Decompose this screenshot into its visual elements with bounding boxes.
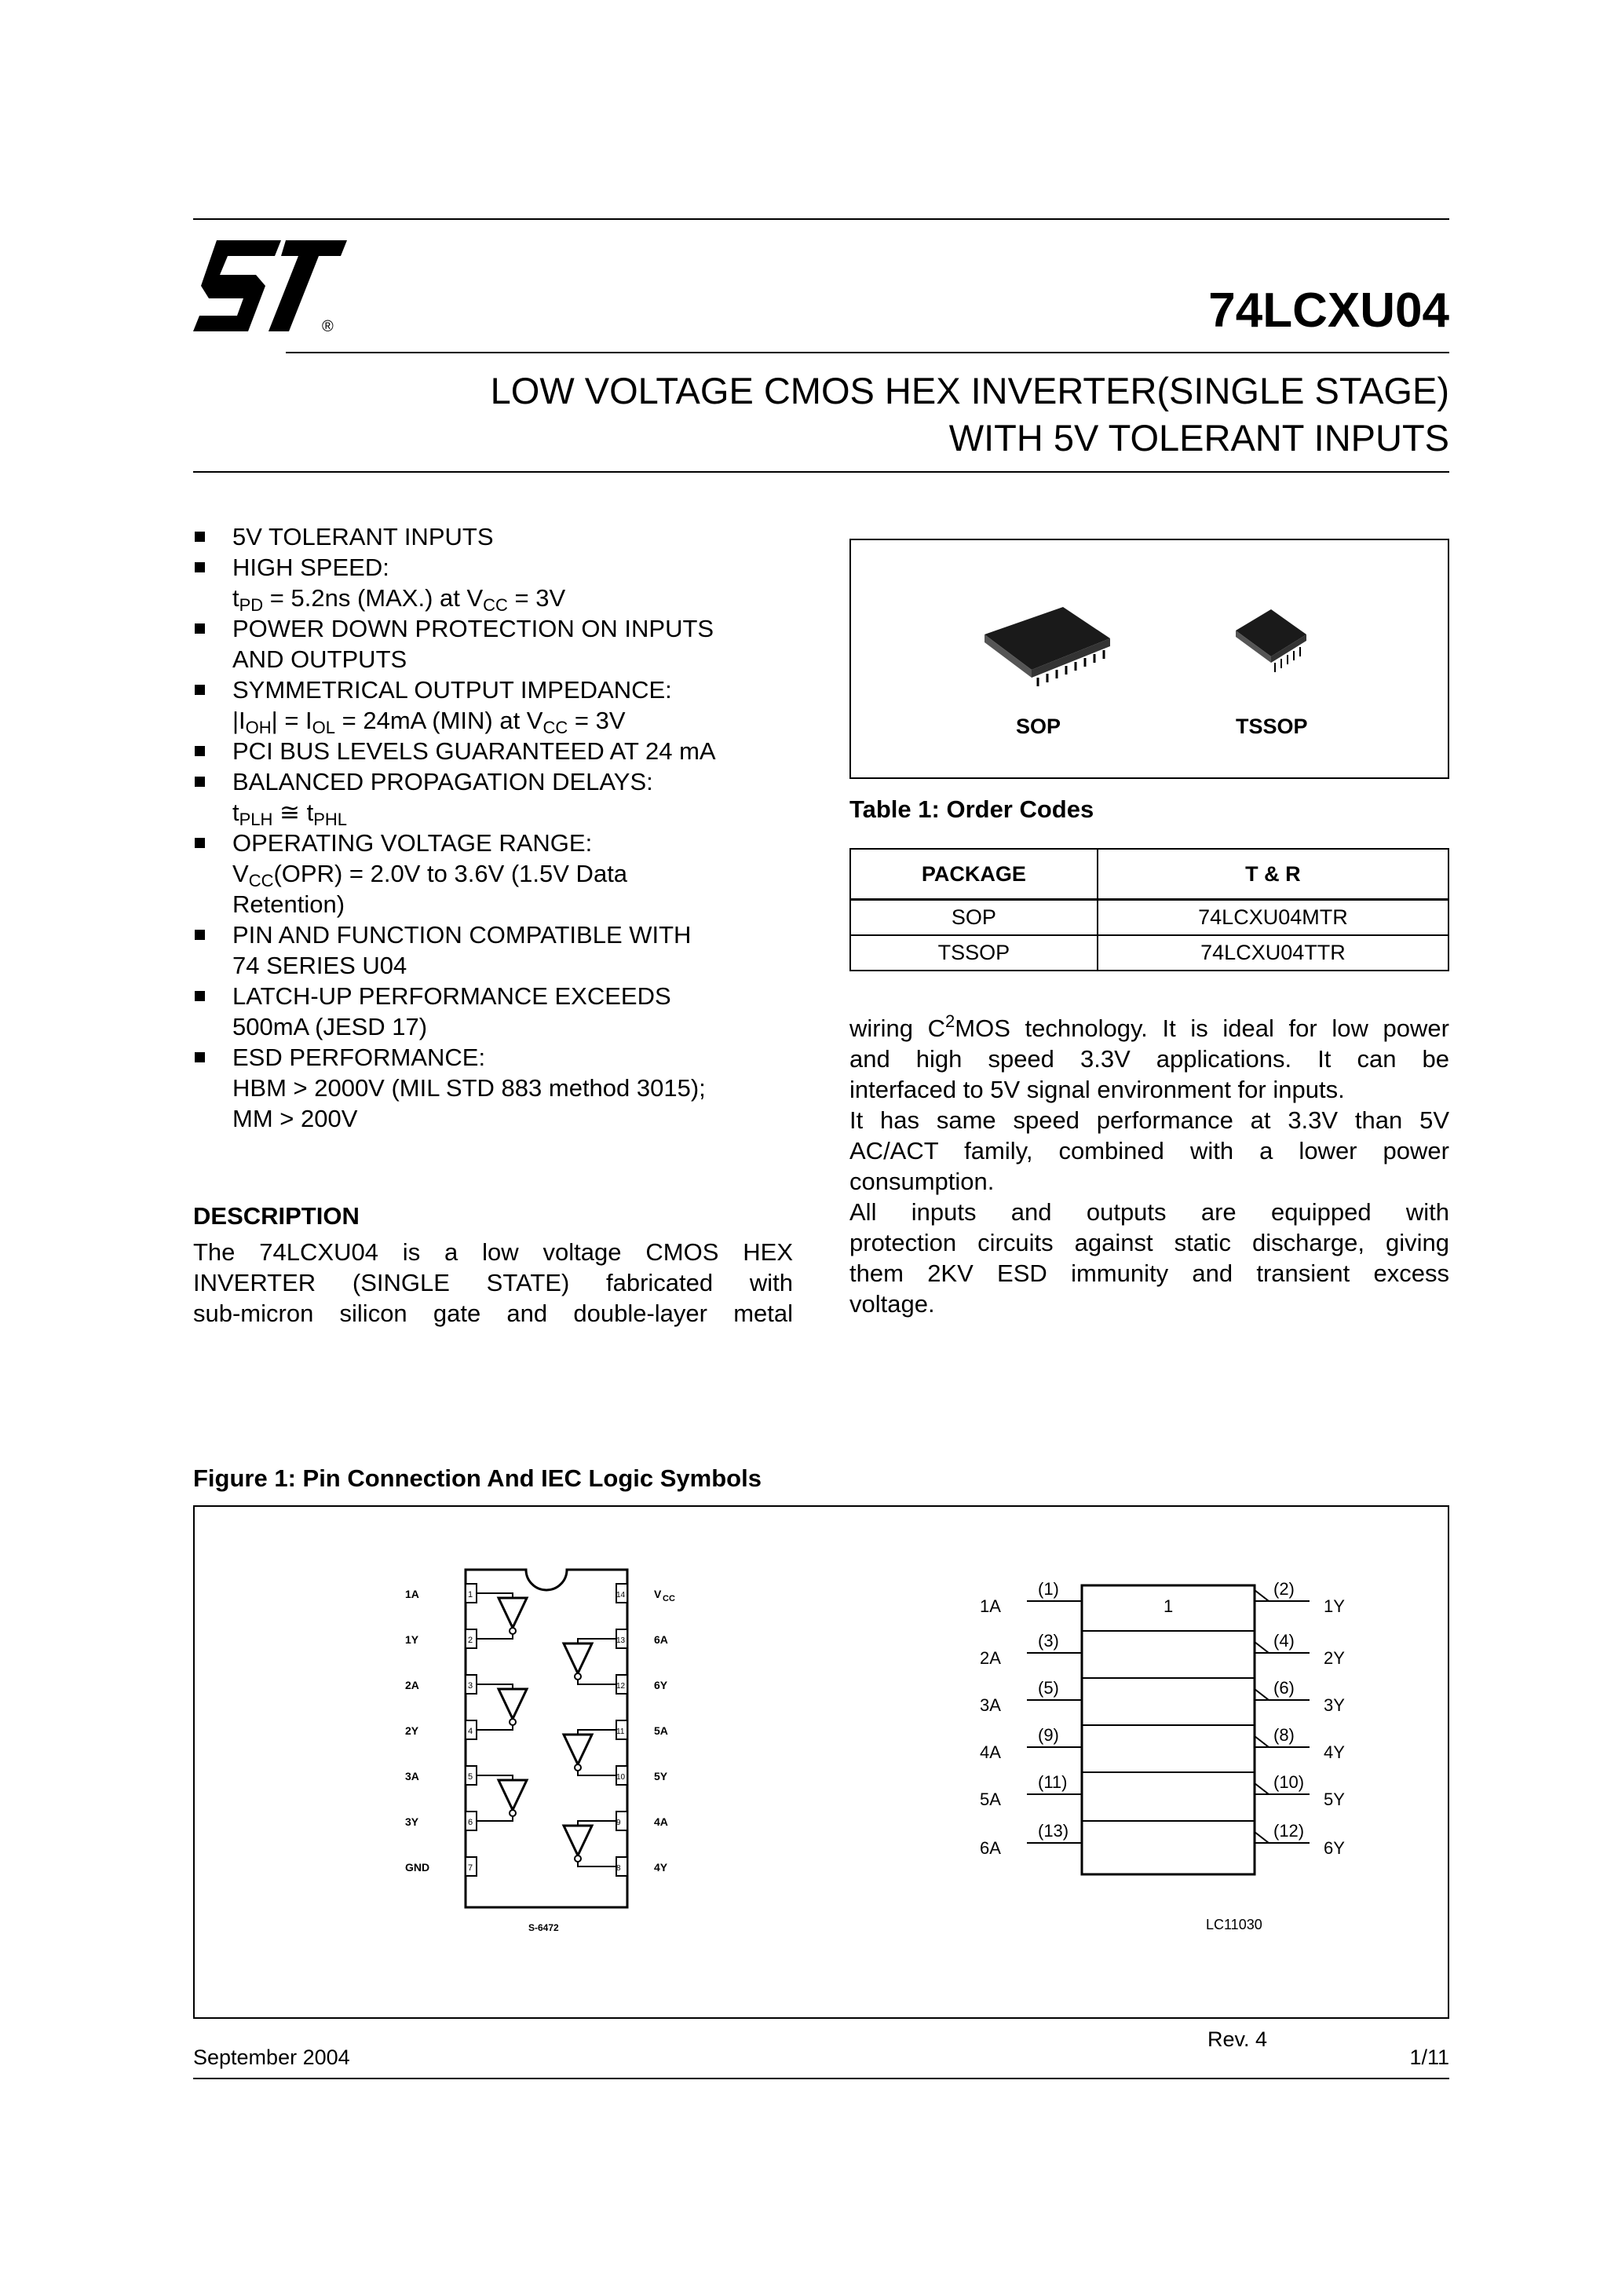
description-line: It has same speed performance at 3.3V than 5V <box>849 1106 1449 1134</box>
dip-pin-number: 2 <box>468 1636 473 1645</box>
iec-rows <box>980 1579 1345 1858</box>
feature-item <box>193 766 806 828</box>
column-header: T & R <box>1098 849 1448 900</box>
package-box <box>849 539 1449 779</box>
header-bottom-rule <box>193 471 1449 473</box>
iec-input-label: 4A <box>980 1742 1001 1762</box>
footer-page: 1/11 <box>1409 2046 1449 2069</box>
iec-negation-icon <box>1255 1783 1269 1794</box>
dip-pin-number: 10 <box>616 1773 626 1782</box>
dip-pin-number: 9 <box>616 1819 621 1827</box>
iec-output-label: 1Y <box>1324 1596 1345 1616</box>
dip-left-label: 2A <box>405 1679 419 1691</box>
feature-detail: $V_{CC}(OPR) = 2.0V$ to 3.6V (1.5V Data <box>232 860 628 890</box>
table-cell: 74LCXU04TTR <box>1098 935 1448 971</box>
description-line: consumption. <box>849 1168 995 1195</box>
dip-left-label: GND <box>405 1861 430 1874</box>
title-line-1: LOW VOLTAGE CMOS HEX INVERTER(SINGLE STAGE) <box>490 370 1449 411</box>
feature-text: ESD PERFORMANCE: <box>232 1044 486 1071</box>
dip-left-label: 3A <box>405 1770 419 1782</box>
description-line: All inputs and outputs are equipped with <box>849 1198 1449 1226</box>
iec-negation-icon <box>1255 1642 1269 1653</box>
iec-input-label: 2A <box>980 1648 1001 1668</box>
description-left <box>193 1237 793 1329</box>
feature-text: 500mA (JESD 17) <box>232 1013 428 1040</box>
column-header: PACKAGE <box>850 849 1098 900</box>
inverter-bubble <box>510 1810 516 1816</box>
iec-negation-icon <box>1255 1590 1269 1601</box>
dip-left-label: 2Y <box>405 1724 419 1737</box>
iec-input-label: 5A <box>980 1790 1001 1809</box>
feature-text: Retention) <box>232 890 345 918</box>
part-number: 74LCXU04 <box>1208 283 1449 338</box>
inverter-bubble <box>510 1628 516 1634</box>
inverter-gate <box>564 1643 592 1673</box>
bullet-icon <box>195 930 205 940</box>
dip-pin-number: 1 <box>468 1590 473 1600</box>
description-line: voltage. <box>849 1290 935 1318</box>
header-top-rule <box>193 218 1449 220</box>
iec-logic-symbol <box>972 1578 1412 1939</box>
dip-pin-number: 11 <box>616 1727 625 1736</box>
vcc-subscript: CC <box>663 1594 675 1603</box>
bullet-icon <box>195 1052 205 1062</box>
gate-wire <box>578 1680 616 1684</box>
feature-text: PIN AND FUNCTION COMPATIBLE WITH <box>232 921 692 949</box>
table-row <box>850 900 1448 936</box>
figure-title: Figure 1: Pin Connection And IEC Logic Symbols <box>193 1464 762 1492</box>
feature-text: PCI BUS LEVELS GUARANTEED AT 24 mA <box>232 737 716 765</box>
iec-input-label: 6A <box>980 1838 1001 1858</box>
iec-output-label: 4Y <box>1324 1742 1345 1762</box>
gate-wire <box>477 1634 513 1639</box>
feature-item <box>193 552 806 613</box>
description-line: protection circuits against static discharge, giving <box>849 1229 1449 1256</box>
dip-pin-number: 8 <box>616 1864 621 1873</box>
bullet-icon <box>195 562 205 572</box>
iec-negation-icon <box>1255 1689 1269 1700</box>
title-line-2: WITH 5V TOLERANT INPUTS <box>948 417 1449 459</box>
description-line: sub-micron silicon gate and double-layer metal <box>193 1300 793 1327</box>
table-header-row <box>850 849 1448 900</box>
sop-package-image <box>977 603 1118 689</box>
iec-output-pin: (10) <box>1273 1772 1305 1792</box>
feature-text: 5V TOLERANT INPUTS <box>232 523 494 550</box>
description-right <box>849 1013 1449 1319</box>
inverter-gate <box>499 1780 527 1810</box>
description-line: them 2KV ESD immunity and transient excess <box>849 1260 1449 1287</box>
st-logo <box>193 239 350 335</box>
feature-text: MM > 200V <box>232 1105 358 1132</box>
feature-text: SYMMETRICAL OUTPUT IMPEDANCE: <box>232 676 672 704</box>
iec-output-label: 2Y <box>1324 1648 1345 1668</box>
sop-label: SOP <box>1016 715 1061 738</box>
inverter-bubble <box>510 1719 516 1725</box>
dip-pin-number: 14 <box>616 1591 626 1600</box>
gate-wire <box>578 1862 616 1866</box>
bullet-icon <box>195 777 205 787</box>
dip-right-label: 6A <box>654 1633 668 1646</box>
table-cell: TSSOP <box>850 935 1098 971</box>
gate-wire <box>477 1725 513 1730</box>
footer-rev: Rev. 4 <box>1207 2027 1268 2051</box>
iec-input-pin: (9) <box>1038 1725 1059 1745</box>
iec-input-label: 1A <box>980 1596 1001 1616</box>
dip-code: S-6472 <box>528 1922 559 1933</box>
feature-text: OPERATING VOLTAGE RANGE: <box>232 829 593 857</box>
bullet-icon <box>195 532 205 542</box>
dip-left-label: 1A <box>405 1588 419 1600</box>
description-line: interfaced to 5V signal environment for inputs. <box>849 1076 1345 1103</box>
footer-date: September 2004 <box>193 2046 350 2069</box>
description-line: wiring $C^2MOS$ technology. It is ideal for low power <box>849 1011 1449 1042</box>
iec-input-pin: (3) <box>1038 1631 1059 1651</box>
gate-wire <box>578 1771 616 1775</box>
tssop-label: TSSOP <box>1236 715 1308 738</box>
feature-item <box>193 1042 806 1134</box>
header-mid-rule <box>286 352 1449 353</box>
inverter-gate <box>499 1598 527 1628</box>
iec-input-label: 3A <box>980 1695 1001 1715</box>
registered-mark: ® <box>322 318 334 335</box>
tssop-package-image <box>1228 603 1322 682</box>
iec-input-pin: (11) <box>1038 1772 1068 1792</box>
dip-pin-number: 4 <box>468 1727 473 1736</box>
dip-pin-number: 5 <box>468 1772 473 1782</box>
dip-right-label: 4Y <box>654 1861 668 1874</box>
feature-item <box>193 736 806 766</box>
gate-wire <box>477 1816 513 1821</box>
bullet-icon <box>195 746 205 756</box>
dip-gates <box>477 1593 616 1866</box>
iec-symbol-1: 1 <box>1164 1596 1174 1616</box>
dip-right-label: 5A <box>654 1724 668 1737</box>
iec-negation-icon <box>1255 1736 1269 1747</box>
feature-text: HIGH SPEED: <box>232 554 389 581</box>
iec-input-pin: (13) <box>1038 1821 1069 1841</box>
feature-detail: $|I_{OH}| = I_{OL} = 24mA$ (MIN) at $V_{CC} = 3V$ <box>232 707 626 737</box>
dip-pin-number: 3 <box>468 1681 473 1691</box>
inverter-bubble <box>575 1673 581 1680</box>
description-heading: DESCRIPTION <box>193 1202 360 1230</box>
feature-text: BALANCED PROPAGATION DELAYS: <box>232 768 653 795</box>
table-cell: 74LCXU04MTR <box>1098 900 1448 936</box>
bullet-icon <box>195 685 205 695</box>
iec-output-pin: (8) <box>1273 1725 1295 1745</box>
dip-left-label: 3Y <box>405 1815 419 1828</box>
dip-right-label: 6Y <box>654 1679 668 1691</box>
dip-pin-number: 6 <box>468 1818 473 1827</box>
dip-right-label: 4A <box>654 1815 668 1828</box>
feature-text: 74 SERIES U04 <box>232 952 407 979</box>
figure-box <box>193 1505 1449 2019</box>
iec-output-pin: (6) <box>1273 1678 1295 1698</box>
description-line: and high speed 3.3V applications. It can be <box>849 1045 1449 1073</box>
inverter-gate <box>564 1826 592 1855</box>
inverter-gate <box>564 1735 592 1764</box>
feature-text: POWER DOWN PROTECTION ON INPUTS <box>232 615 714 642</box>
feature-text: AND OUTPUTS <box>232 645 407 673</box>
feature-item <box>193 981 806 1042</box>
iec-output-label: 3Y <box>1324 1695 1345 1715</box>
dip-pin-number: 13 <box>616 1636 626 1645</box>
order-table-title: Table 1: Order Codes <box>849 795 1094 823</box>
iec-input-pin: (1) <box>1038 1579 1059 1599</box>
description-line: INVERTER (SINGLE STATE) fabricated with <box>193 1269 793 1296</box>
inverter-bubble <box>575 1855 581 1862</box>
bullet-icon <box>195 838 205 848</box>
dip-pin-number: 12 <box>616 1682 626 1691</box>
features-list <box>193 521 806 1134</box>
iec-input-pin: (5) <box>1038 1678 1059 1698</box>
iec-output-label: 5Y <box>1324 1790 1345 1809</box>
dip-left-label: 1Y <box>405 1633 419 1646</box>
iec-output-pin: (12) <box>1273 1821 1305 1841</box>
dip-pin-number: 7 <box>468 1863 473 1873</box>
dip-pin-diagram <box>383 1562 917 1939</box>
table-row <box>850 935 1448 971</box>
feature-item <box>193 613 806 675</box>
inverter-bubble <box>575 1764 581 1771</box>
iec-output-label: 6Y <box>1324 1838 1345 1858</box>
feature-item <box>193 521 806 552</box>
dip-right-label: 5Y <box>654 1770 668 1782</box>
feature-detail: $t_{PD} = 5.2ns$ (MAX.) at $V_{CC} = 3V$ <box>232 584 566 615</box>
dip-right-pins <box>616 1584 668 1876</box>
dip-right-label: V <box>654 1588 662 1600</box>
feature-text: LATCH-UP PERFORMANCE EXCEEDS <box>232 982 671 1010</box>
iec-negation-icon <box>1255 1832 1269 1843</box>
description-line: The 74LCXU04 is a low voltage CMOS HEX <box>193 1238 793 1266</box>
iec-output-pin: (2) <box>1273 1579 1295 1599</box>
feature-item <box>193 675 806 736</box>
inverter-gate <box>499 1689 527 1719</box>
table-cell: SOP <box>850 900 1098 936</box>
feature-item <box>193 828 806 919</box>
order-codes-table <box>849 848 1449 971</box>
bullet-icon <box>195 623 205 634</box>
feature-text: HBM > 2000V (MIL STD 883 method 3015); <box>232 1074 706 1102</box>
feature-detail: $t_{PLH}$ ≅ $t_{PHL}$ <box>232 799 348 829</box>
iec-output-pin: (4) <box>1273 1631 1295 1651</box>
iec-code: LC11030 <box>1206 1917 1262 1932</box>
bullet-icon <box>195 991 205 1001</box>
footer-rule <box>193 2078 1449 2079</box>
description-line: AC/ACT family, combined with a lower power <box>849 1137 1449 1164</box>
feature-item <box>193 919 806 981</box>
